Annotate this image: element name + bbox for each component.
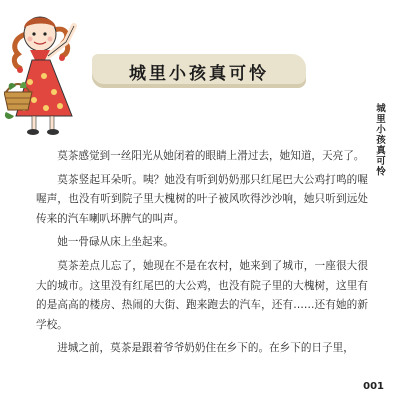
chapter-title: 城里小孩真可怜 [129, 63, 269, 84]
paragraph: 莫茶感觉到一丝阳光从她闭着的眼睛上滑过去，她知道，天亮了。 [57, 150, 365, 162]
chapter-title-banner [92, 54, 306, 88]
paragraph: 进城之前，莫茶是跟着爷爷奶奶住在乡下的。在乡下的日子里， [57, 342, 354, 355]
running-head-vertical: 城里小孩真可怜 [374, 103, 385, 177]
paragraph: 莫茶差点儿忘了，她现在不是在农村，她来到了城市，一座很大很大的城市。这里没有红尾巴的大公鸡，也没有院子里的大槐树，这里有的是高高的楼房、热闹的大街、跑来跑去的汽车，还有……还有她的新学校。 [36, 259, 368, 331]
page-number: 001 [363, 381, 384, 392]
body-text [36, 147, 368, 363]
paragraph: 莫茶竖起耳朵听。咦？她没有听到奶奶那只红尾巴大公鸡打鸣的喔喔声，也没有听到院子里大槐树的叶子被风吹得沙沙响，她只听到远处传来的汽车喇叭坏脾气的叫声。 [36, 173, 368, 225]
paragraph: 她一骨碌从床上坐起来。 [57, 236, 174, 249]
